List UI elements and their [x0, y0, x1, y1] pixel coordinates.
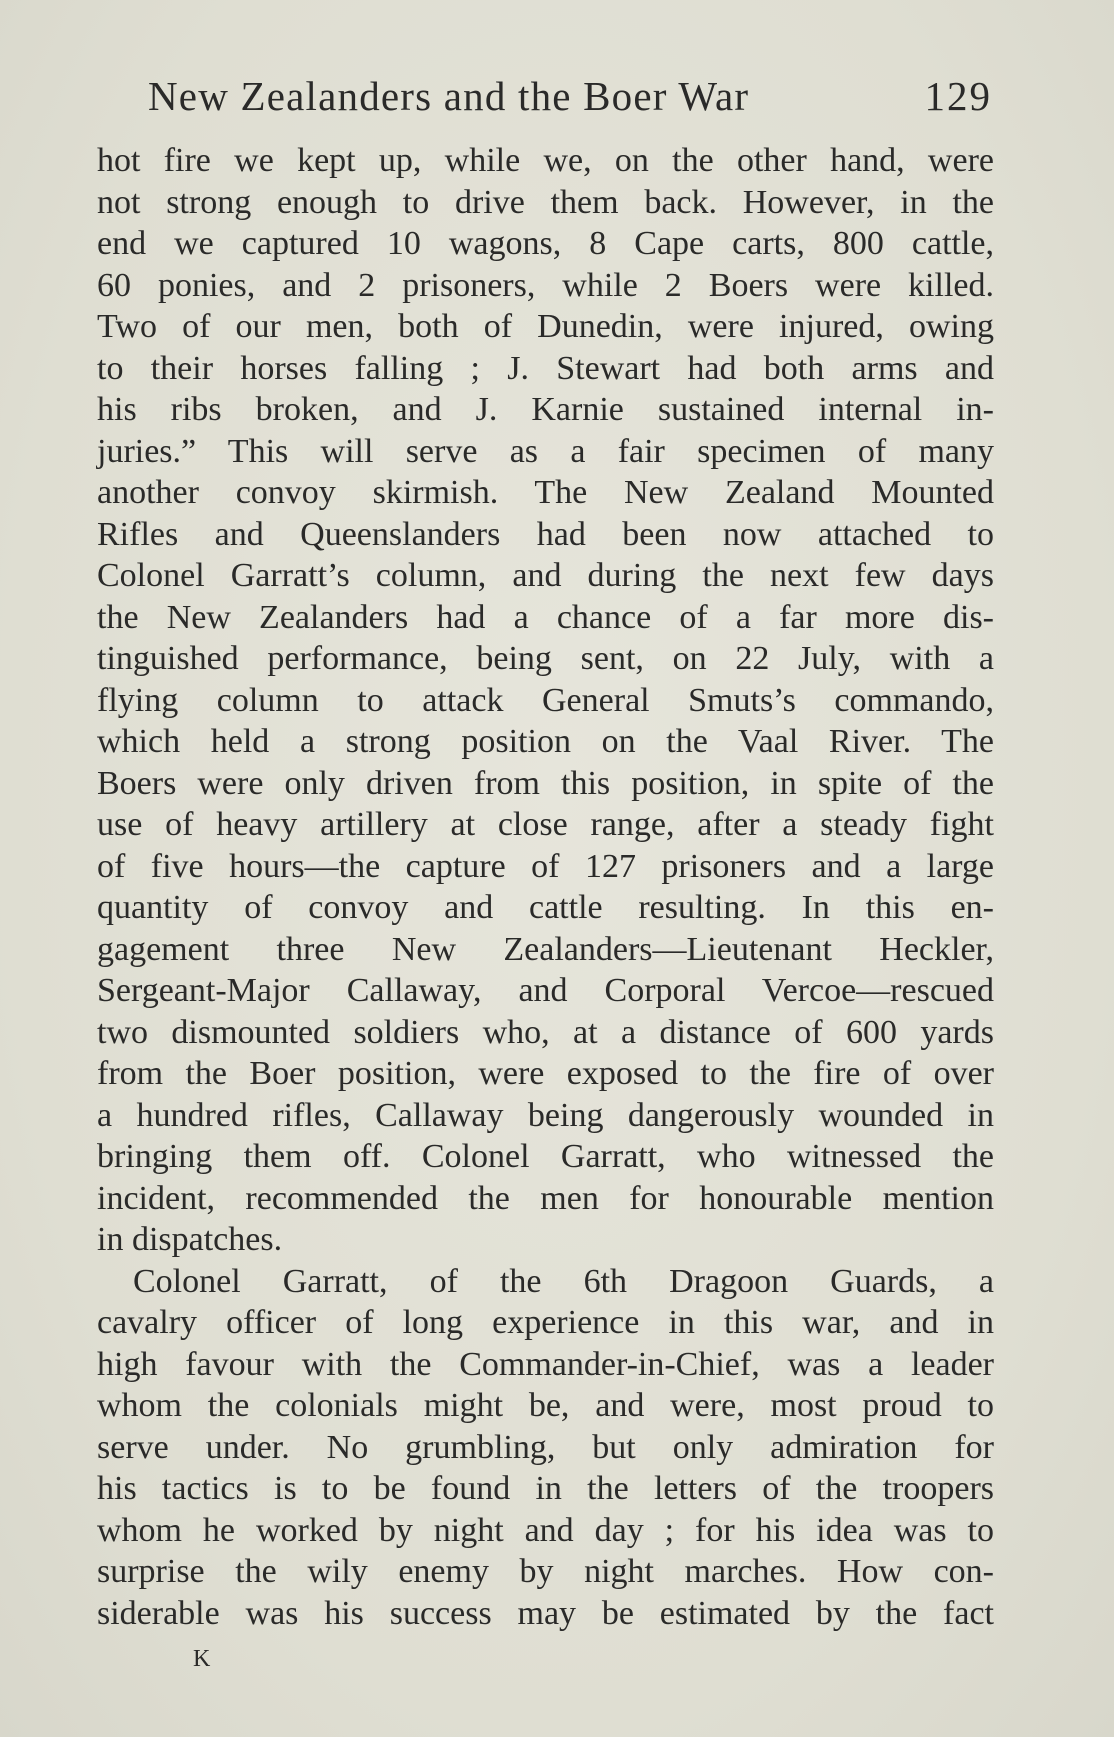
signature-mark: K	[193, 1646, 212, 1672]
text-line: Two of our men, both of Dunedin, were injured, owing	[97, 308, 994, 345]
text-line: another convoy skirmish. The New Zealand Mounted	[97, 474, 994, 511]
text-line: serve under. No grumbling, but only admiration for	[97, 1428, 994, 1466]
text-line: whom he worked by night and day ; for his idea was to	[97, 1511, 994, 1549]
text-line-paragraph-start: Colonel Garratt, of the 6th Dragoon Guards, a	[133, 1262, 994, 1300]
text-line: Sergeant-Major Callaway, and Corporal Vercoe—rescued	[97, 972, 994, 1009]
text-line: cavalry officer of long experience in this war, and in	[97, 1304, 994, 1341]
text-line: bringing them off. Colonel Garratt, who witnessed the	[97, 1138, 994, 1175]
text-line: a hundred rifles, Callaway being dangerously wounded in	[97, 1096, 994, 1134]
body-text	[97, 140, 994, 1634]
text-line: Colonel Garratt’s column, and during the next few days	[97, 557, 994, 594]
text-line: Boers were only driven from this position, in spite of the	[97, 764, 994, 802]
text-line: end we captured 10 wagons, 8 Cape carts, 800 cattle,	[97, 225, 994, 262]
text-line: which held a strong position on the Vaal River. The	[97, 723, 994, 760]
text-line: gagement three New Zealanders—Lieutenant Heckler,	[97, 930, 994, 968]
text-line: siderable was his success may be estimated by the fact	[97, 1594, 994, 1632]
text-line: his tactics is to be found in the letters of the troopers	[97, 1470, 994, 1507]
text-line: to their horses falling ; J. Stewart had both arms and	[97, 349, 994, 387]
running-head	[148, 66, 996, 126]
text-line: quantity of convoy and cattle resulting. In this en-	[97, 889, 994, 926]
text-line: incident, recommended the men for honourable mention	[97, 1179, 994, 1217]
text-line: 60 ponies, and 2 prisoners, while 2 Boers were killed.	[97, 266, 994, 304]
text-line: use of heavy artillery at close range, after a steady fight	[97, 806, 994, 843]
text-line: high favour with the Commander-in-Chief, was a leader	[97, 1345, 994, 1383]
text-line: from the Boer position, were exposed to the fire of over	[97, 1055, 994, 1092]
running-title: New Zealanders and the Boer War	[148, 73, 750, 119]
page-number: 129	[924, 73, 992, 119]
text-line: tinguished performance, being sent, on 22 July, with a	[97, 640, 994, 677]
text-line: whom the colonials might be, and were, most proud to	[97, 1387, 994, 1424]
text-line: not strong enough to drive them back. However, in the	[97, 183, 994, 221]
text-line: of five hours—the capture of 127 prisoners and a large	[97, 847, 994, 885]
text-line: juries.” This will serve as a fair specimen of many	[97, 432, 994, 470]
text-line: surprise the wily enemy by night marches. How con-	[97, 1553, 994, 1590]
text-line: two dismounted soldiers who, at a distance of 600 yards	[97, 1013, 994, 1051]
text-line: his ribs broken, and J. Karnie sustained internal in-	[97, 391, 994, 428]
text-line: the New Zealanders had a chance of a far more dis-	[97, 598, 994, 636]
text-line: hot fire we kept up, while we, on the other hand, were	[97, 142, 994, 179]
text-line-paragraph-end: in dispatches.	[97, 1221, 283, 1258]
text-line: flying column to attack General Smuts’s commando,	[97, 681, 994, 719]
text-line: Rifles and Queenslanders had been now attached to	[97, 515, 994, 553]
